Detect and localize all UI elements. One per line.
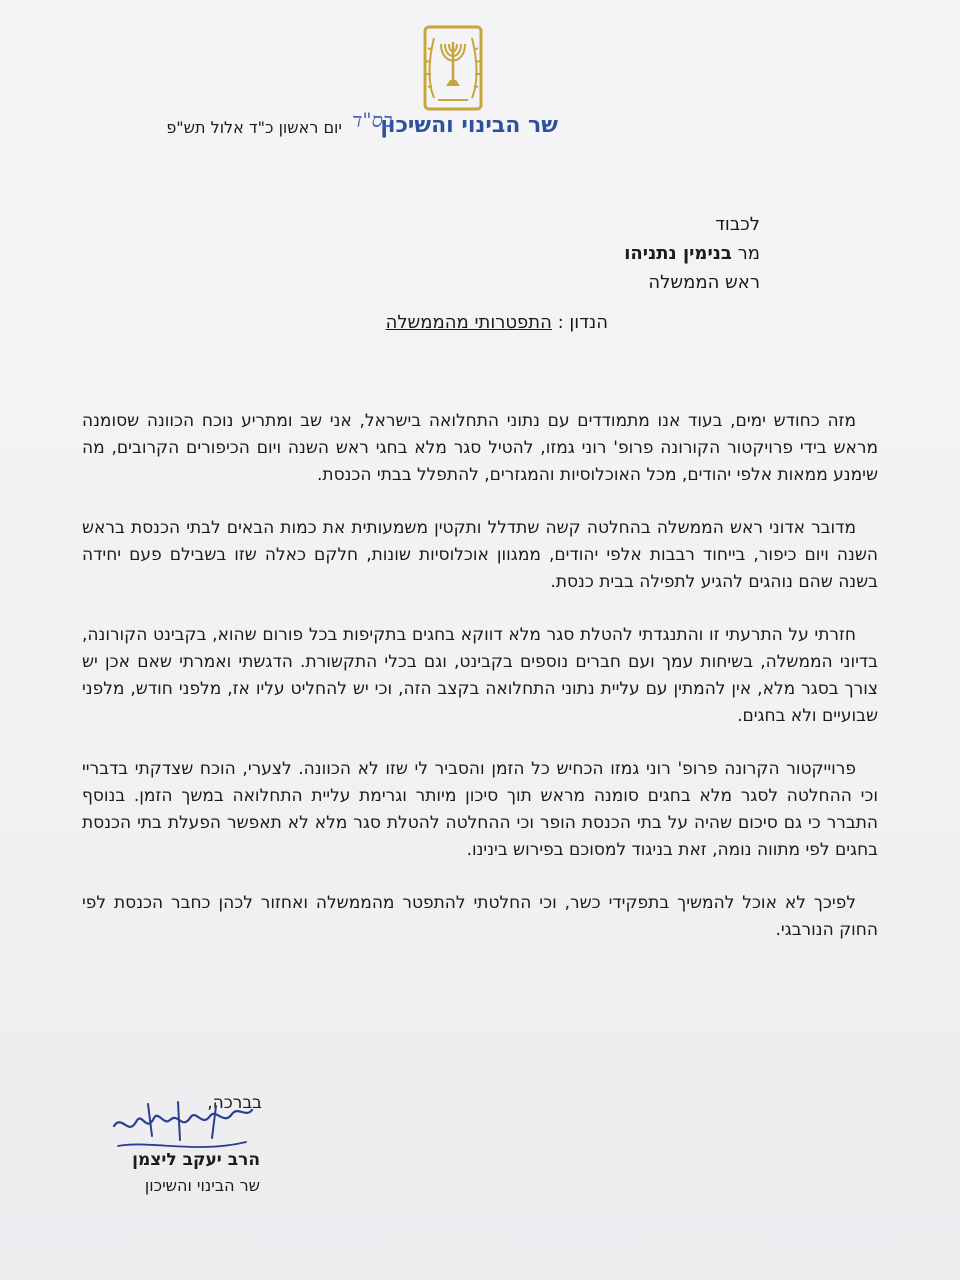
ministry-letterhead-title: שר הבינוי והשיכון [380,113,558,138]
signer-name: הרב יעקב ליצמן [132,1150,260,1170]
addressee-prefix: מר [731,243,760,264]
bsd-mark: בס"ד [352,108,393,132]
body-paragraph-4: פרוייקטור הקרונה פרופ' רוני גמזו הכחיש כל הזמן והסביר לי שזו לא הכוונה. לצערי, הוכח שצדקתי בדבריי וכי ההחלטה לסגר מלא בחגים סומנה מראש תוך סיכון מיותר וגרימת עליית התחלואה במשך הזמן. בנוסף התברר כי גם סיכום שהיה על בתי הכנסת הופר וכי ההחלטה להטלת סגר מלא לא תאפשר הפעלת בתי הכנסת בחגים לפי מתווה נומה, זאת בניגוד למסוכם בפירוש בינינו. [82,759,878,860]
subject-text: התפטרותי מהממשלה [385,312,552,333]
handwritten-signature [108,1096,258,1158]
body-paragraph-5: לפיכך לא אוכל להמשיך בתפקידי כשר, וכי החלטתי להתפטר מהממשלה ואחזור לכהן כחבר הכנסת לפי החוק הנורבגי. [82,893,878,940]
letter-body [82,408,878,970]
signer-title: שר הבינוי והשיכון [144,1176,260,1195]
letter-date: יום ראשון כ"ד אלול תש"פ [166,118,342,137]
addressee-name-line [624,239,760,268]
addressee-block [624,210,760,297]
body-paragraph-2: מדובר אדוני ראש הממשלה בהחלטה קשה שתדלל ותקטין משמעותית את כמות הבאים לבתי הכנסת בראש השנה ויום כיפור, בייחוד רבבות אלפי יהודים, ממגוון אוכלוסיות שונות, חלקם כאלה שזו בשבילם פעם יחידה בשנה שהם נוהגים להגיע לתפילה בבית כנסת. [82,518,878,592]
subject-line [386,312,608,333]
addressee-name: בנימין נתניהו [624,243,732,264]
body-paragraph-1: מזה כחודש ימים, בעוד אנו מתמודדים עם נתוני התחלואה בישראל, אני שב ומתריע נוכח הכוונה שסומנה מראש בידי פרויקטור הקורונה פרופ' רוני גמזו, להטיל סגר מלא בחגי ראש השנה ויום הכיפורים הקרובים, מה שימנע ממאות אלפי יהודים, מכל האוכלוסיות והמגזרים, להתפלל בבתי הכנסת. [82,411,878,485]
menorah-emblem-icon [422,24,484,112]
body-paragraph-3: חזרתי על התרעתי זו והתנגדתי להטלת סגר מלא דווקא בחגים בתקיפות בכל פורום שהוא, בקבינט הקורונה, בדיוני הממשלה, בשיחות עמך ועם חברים נוספים בקבינט, וגם בכלי התקשורת. הדגשתי ואמרתי שאם אכן יש צורך בסגר מלא, אין להמתין עם עליית נתוני התחלואה בקצב הזה, וכי יש להחליט עליו אז, מלפני חודש, מלפני שבועיים ולא בחגים. [82,625,878,726]
subject-label: הנדון : [551,312,608,333]
closing-greeting: בברכה, [207,1093,262,1113]
addressee-title: ראש הממשלה [648,272,760,293]
addressee-salutation: לכבוד [715,214,760,235]
